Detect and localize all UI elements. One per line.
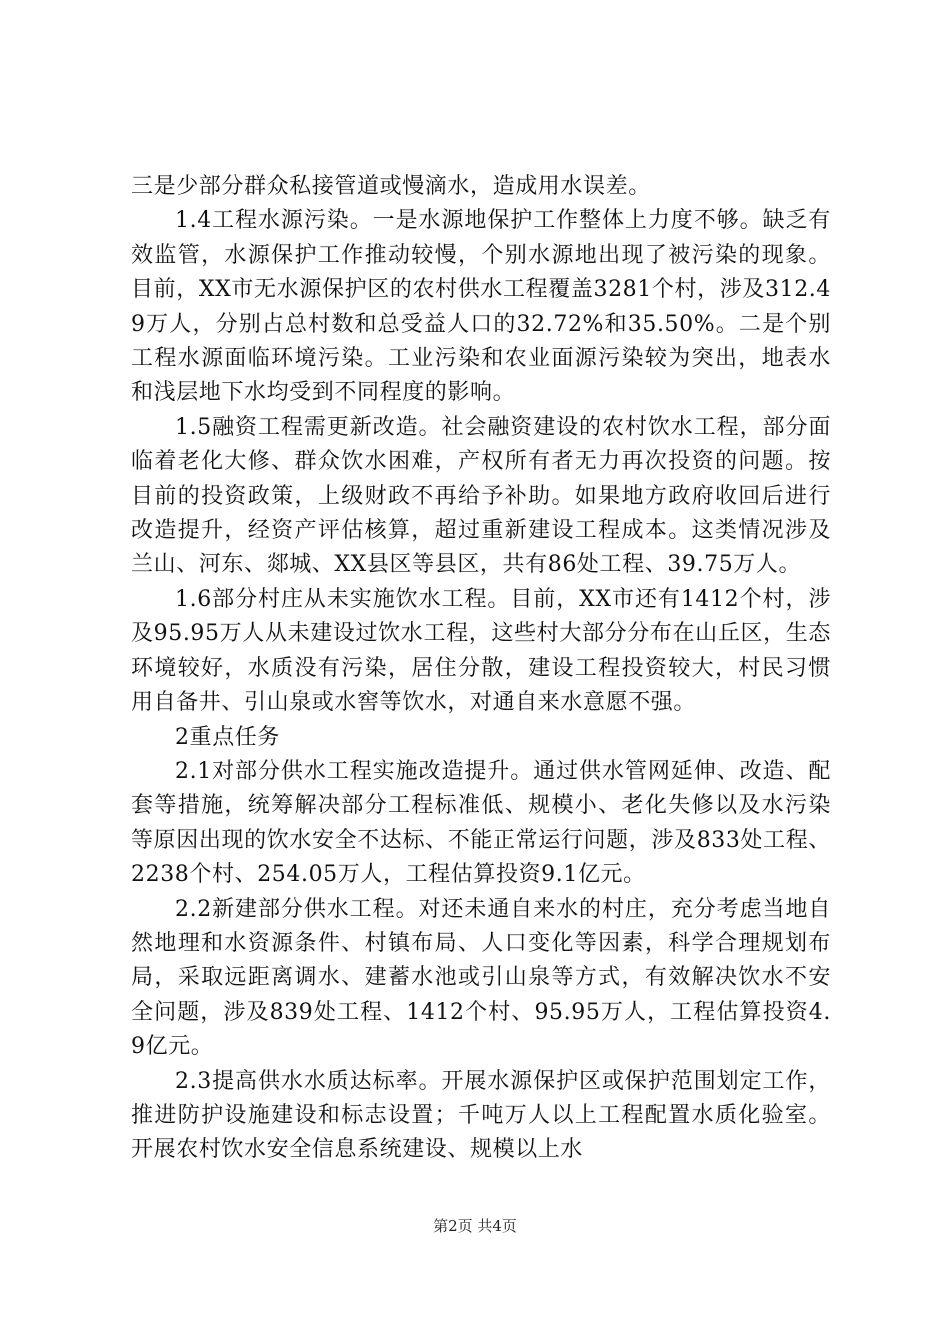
paragraph-1-5: 1.5融资工程需更新改造。社会融资建设的农村饮水工程，部分面临着老化大修、群众饮水困难，产权所有者无力再次投资的问题。按目前的投资政策，上级财政不再给予补助。如果地方政府收回后进行改造提升，经资产评估核算，超过重新建设工程成本。这类情况涉及兰山、河东、郯城、XX县区等县区，共有86处工程、39.75万人。 (131, 414, 831, 578)
document-body (131, 170, 831, 1168)
paragraph-1-6: 1.6部分村庄从未实施饮水工程。目前，XX市还有1412个村，涉及95.95万人从未建设过饮水工程，这些村大部分分布在山丘区，生态环境较好，水质没有污染，居住分散，建设工程投资较大，村民习惯用自备井、引山泉或水窖等饮水，对通自来水意愿不强。 (131, 586, 831, 716)
section-heading-2: 2重点任务 (175, 724, 280, 750)
paragraph-2-3: 2.3提高供水水质达标率。开展水源保护区或保护范围划定工作，推进防护设施建设和标志设置；千吨万人以上工程配置水质化验室。开展农村饮水安全信息系统建设、规模以上水 (131, 1068, 831, 1163)
paragraph-1-4: 1.4工程水源污染。一是水源地保护工作整体上力度不够。缺乏有效监管，水源保护工作推动较慢，个别水源地出现了被污染的现象。目前，XX市无水源保护区的农村供水工程覆盖3281个村，涉及312.49万人，分别占总村数和总受益人口的32.72%和35.50%。二是个别工程水源面临环境污染。工业污染和农业面源污染较为突出，地表水和浅层地下水均受到不同程度的影响。 (131, 208, 831, 406)
paragraph-2-2: 2.2新建部分供水工程。对还未通自来水的村庄，充分考虑当地自然地理和水资源条件、村镇布局、人口变化等因素，科学合理规划布局，采取远距离调水、建蓄水池或引山泉等方式，有效解决饮水不安全问题，涉及839处工程、1412个村、95.95万人，工程估算投资4.9亿元。 (131, 896, 831, 1060)
paragraph-intro: 三是少部分群众私接管道或慢滴水，造成用水误差。 (131, 174, 651, 199)
paragraph-2-1: 2.1对部分供水工程实施改造提升。通过供水管网延伸、改造、配套等措施，统筹解决部分工程标准低、规模小、老化失修以及水污染等原因出现的饮水安全不达标、不能正常运行问题，涉及833处工程、2238个村、254.05万人，工程估算投资9.1亿元。 (131, 758, 831, 888)
page-footer: 第2页 共4页 (433, 1217, 517, 1235)
